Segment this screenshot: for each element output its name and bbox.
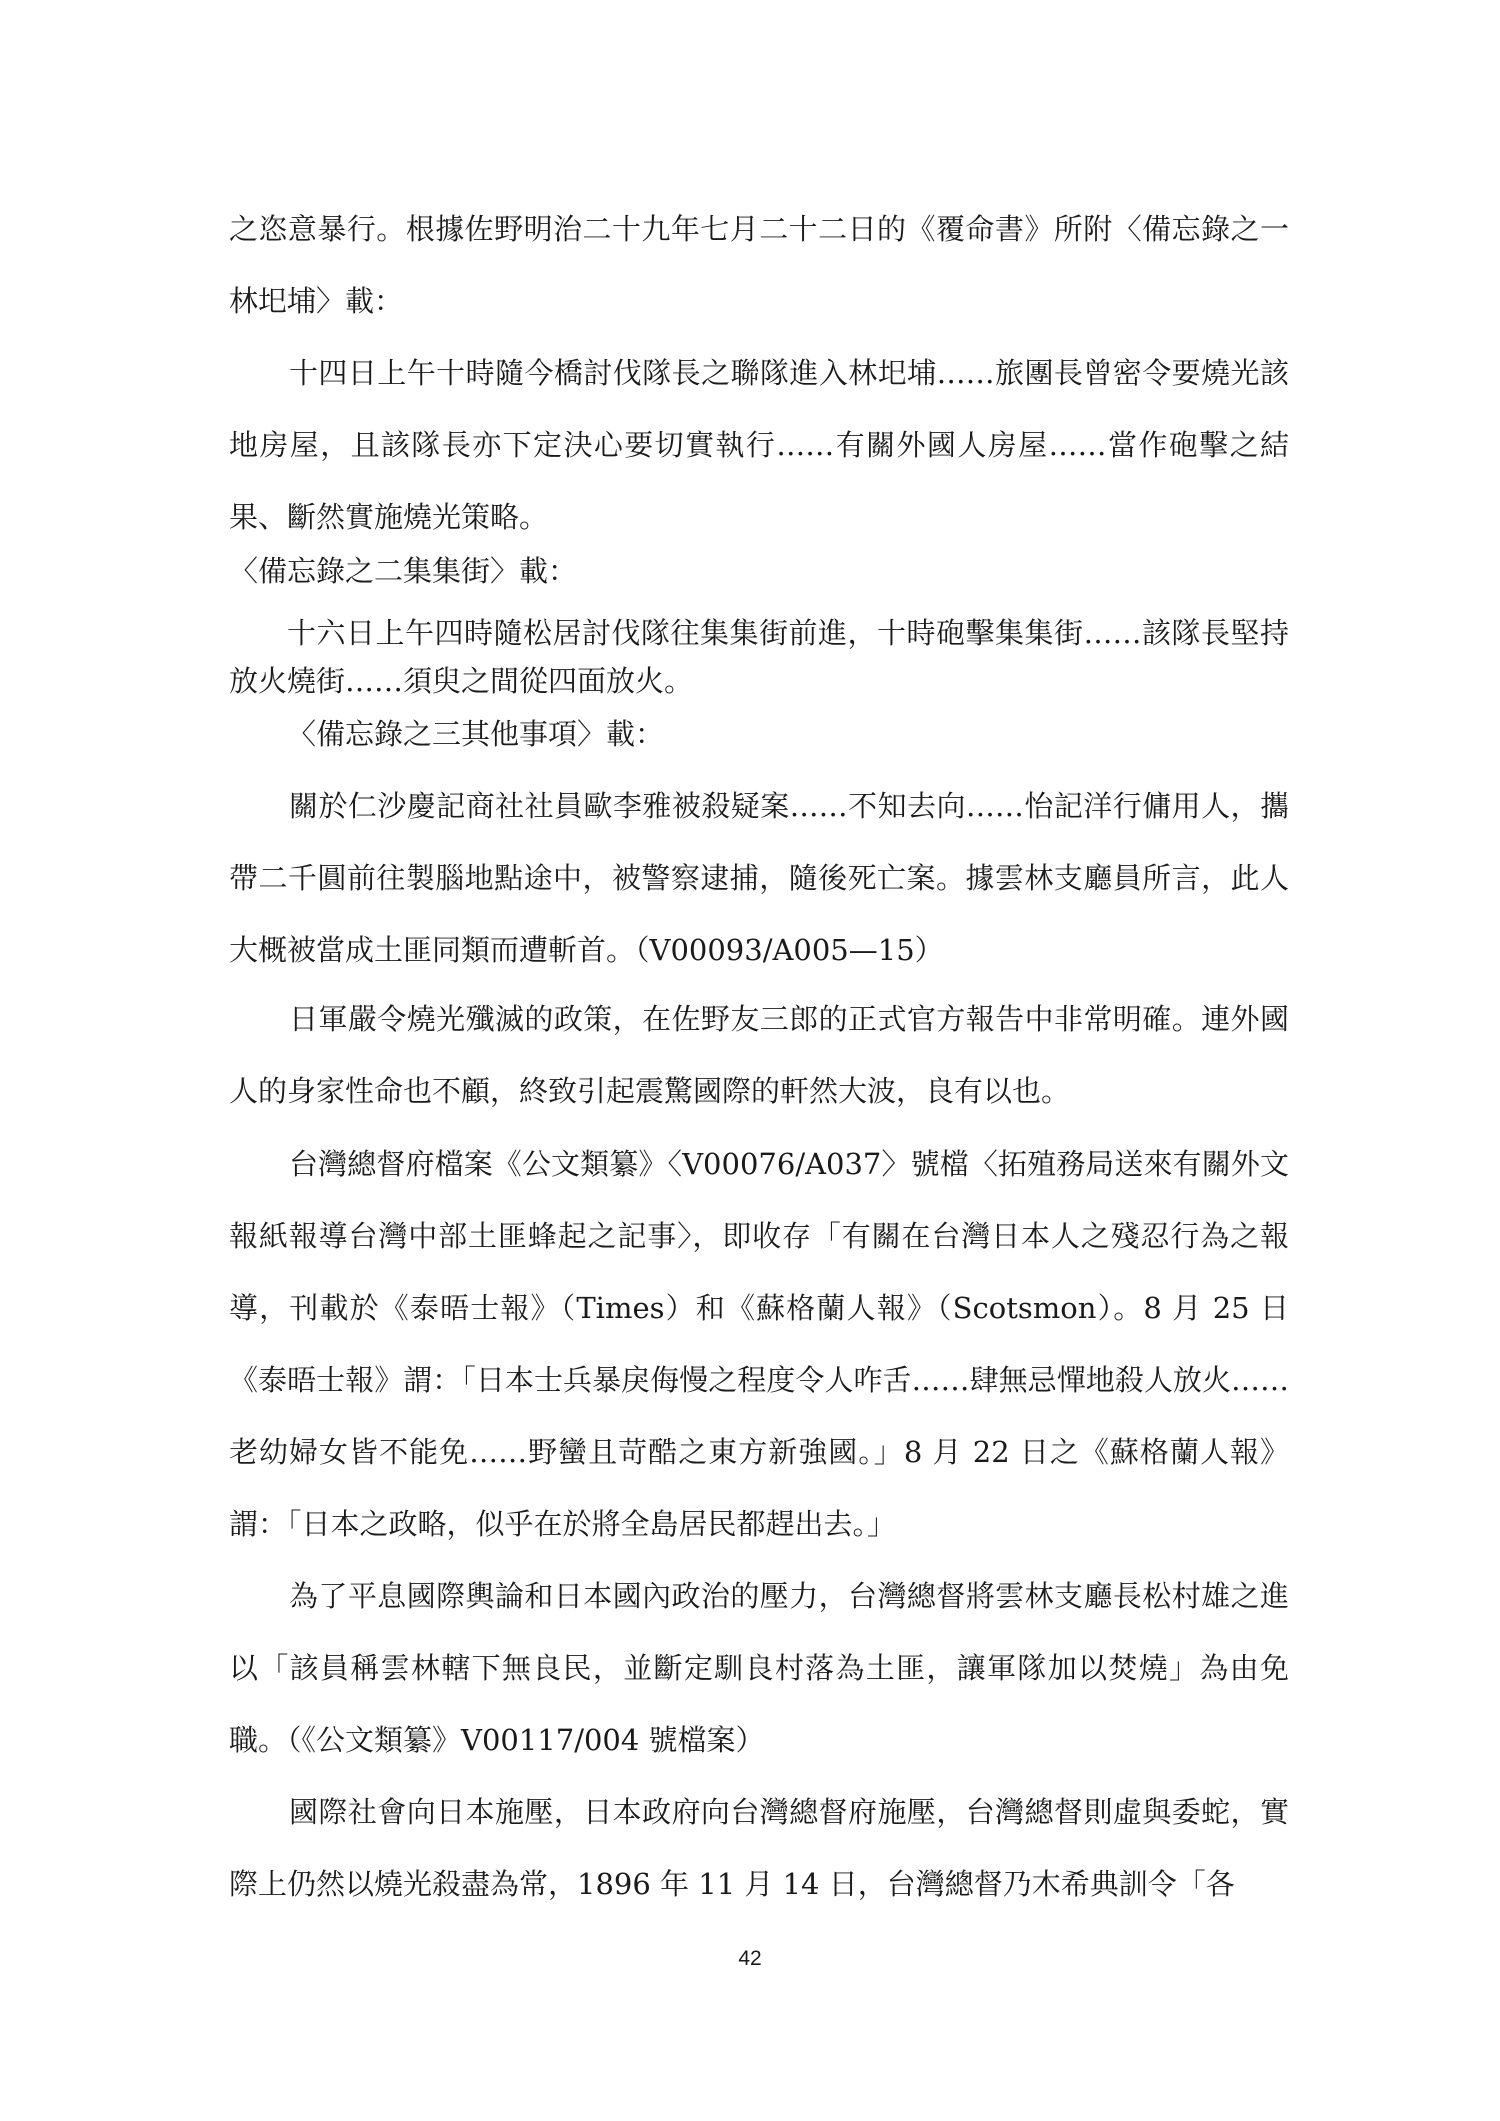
paragraph-international-pressure: 國際社會向日本施壓，日本政府向台灣總督府施壓，台灣總督則虛與委蛇，實際上仍然以燒光殺盡為常，1896 年 11 月 14 日，台灣總督乃木希典訓令「各 [229, 1795, 1289, 1901]
quote-memo-three-other-matters: 關於仁沙慶記商社社員歐李雅被殺疑案……不知去向……怡記洋行傭用人，攜帶二千圓前往製腦地點途中，被警察逮捕，隨後死亡案。據雲林支廳員所言，此人大概被當成土匪同類而遭斬首。（V00093/A005—15） [229, 789, 1289, 967]
quote-memo-two-jijijie: 十六日上午四時隨松居討伐隊往集集街前進，十時砲擊集集街……該隊長堅持放火燒街……須臾之間從四面放火。 [229, 616, 1289, 698]
quote-memo-one-linqipu: 十四日上午十時隨今橋討伐隊長之聯隊進入林圯埔……旅團長曾密令要燒光該地房屋，且該隊長亦下定決心要切實執行……有關外國人房屋……當作砲擊之結果、斷然實施燒光策略。 [229, 356, 1289, 534]
paragraph-burning-policy: 日軍嚴令燒光殲滅的政策，在佐野友三郎的正式官方報告中非常明確。連外國人的身家性命也不顧，終致引起震驚國際的軒然大波，良有以也。 [229, 1002, 1289, 1108]
heading-memo-three-other-matters: 〈備忘錄之三其他事項〉載： [287, 717, 665, 751]
paragraph-official-dismissal: 為了平息國際輿論和日本國內政治的壓力，台灣總督將雲林支廳長松村雄之進以「該員稱雲林轄下無良民，並斷定馴良村落為土匪，讓軍隊加以焚燒」為由免職。（《公文類纂》V00117/004 號檔案） [229, 1579, 1289, 1757]
paragraph-foreign-press-reports: 台灣總督府檔案《公文類纂》〈V00076/A037〉號檔〈拓殖務局送來有關外文報紙報導台灣中部土匪蜂起之記事〉，即收存「有關在台灣日本人之殘忍行為之報導，刊載於《泰晤士報》（Times）和《蘇格蘭人報》（Scotsmon）。8 月 25 日《泰晤士報》謂：「日本士兵暴戾侮慢之程度令人咋舌……肆無忌憚地殺人放火……老幼婦女皆不能免……野蠻且苛酷之東方新強國。」8 月 22 日之《蘇格蘭人報》謂：「日本之政略，似乎在於將全島居民都趕出去。」 [229, 1147, 1289, 1541]
heading-memo-two-jijijie: 〈備忘錄之二集集街〉載： [229, 554, 578, 588]
page-number: 42 [738, 1947, 762, 1970]
paragraph-memo-intro: 之恣意暴行。根據佐野明治二十九年七月二十二日的《覆命書》所附〈備忘錄之一林圯埔〉載： [229, 212, 1289, 318]
